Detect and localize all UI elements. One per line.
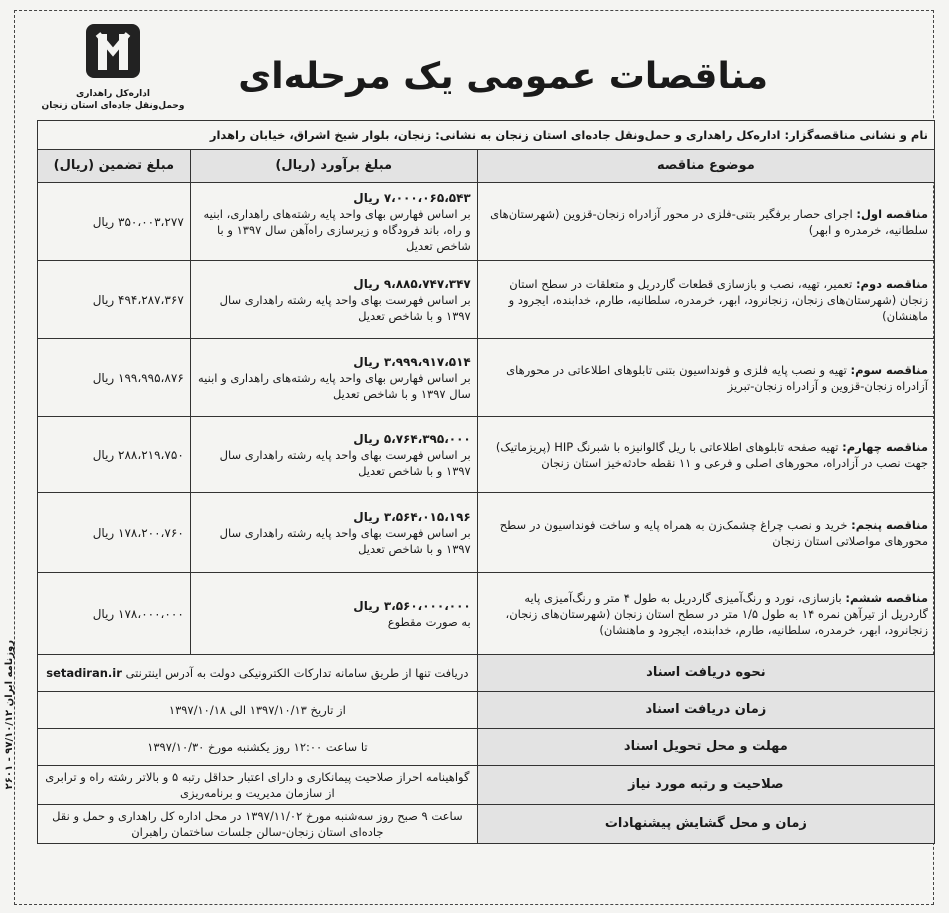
tender-subject: مناقصه سوم: تهیه و نصب پایه فلزی و فونداسیون بتنی تابلوهای اطلاعاتی در محورهای آزادراه زنجان-قزوین و آزادراه زنجان-تبریز [477,339,934,417]
header [28,18,928,118]
info-row-qualification [38,766,935,805]
tender-estimate: ۹،۸۸۵،۷۴۷،۳۴۷ ریال بر اساس فهرست بهای واحد پایه رشته راهداری سال ۱۳۹۷ و با شاخص تعدیل [190,261,477,339]
tender-guarantee: ۱۷۸،۰۰۰،۰۰۰ ریال [38,573,191,655]
info-label: مهلت و محل تحویل اسناد [477,729,934,766]
tender-estimate: ۳،۵۶۴،۰۱۵،۱۹۶ ریال بر اساس فهرست بهای واحد پایه رشته راهداری سال ۱۳۹۷ و با شاخص تعدیل [190,493,477,573]
website-link[interactable]: setadiran.ir [46,666,122,680]
tender-row [38,339,935,417]
column-subject: موضوع مناقصه [477,150,934,183]
column-guarantee: مبلغ تضمین (ریال) [38,150,191,183]
side-publication-note: روزنامه ایران ۹۷/۱۰/۱۲ - ۲۶۰۱ [4,640,15,790]
tender-guarantee: ۱۹۹،۹۹۵،۸۷۶ ریال [38,339,191,417]
info-label: زمان دریافت اسناد [477,692,934,729]
info-row-deadline [38,729,935,766]
tender-row [38,573,935,655]
info-value: تا ساعت ۱۲:۰۰ روز یکشنبه مورخ ۱۳۹۷/۱۰/۳۰ [38,729,478,766]
tender-estimate: ۳،۹۹۹،۹۱۷،۵۱۴ ریال بر اساس فهارس بهای واحد پایه رشته‌های راهداری و ابنیه سال ۱۳۹۷ و با شاخص تعدیل [190,339,477,417]
tender-subject: مناقصه اول: اجرای حصار برفگیر بتنی-فلزی در محور آزادراه زنجان-قزوین (شهرستان‌های سلطانیه، خرمدره و ابهر) [477,183,934,261]
info-row-opening [38,805,935,844]
info-value: از تاریخ ۱۳۹۷/۱۰/۱۳ الی ۱۳۹۷/۱۰/۱۸ [38,692,478,729]
organization-logo [68,24,158,82]
info-value: گواهینامه احراز صلاحیت پیمانکاری و دارای اعتبار حداقل رتبه ۵ و بالاتر رشته راه و ترابری از سازمان مدیریت و برنامه‌ریزی [38,766,478,805]
tender-subject: مناقصه ششم: بازسازی، نورد و رنگ‌آمیزی گاردریل به طول ۴ متر و رنگ‌آمیزی پایه گاردریل از تیرآهن نمره ۱۴ به طول ۱/۵ متر در سطح استان زنجان (شهرستان‌های زنجان، زنجانرود، ابهر، خرمدره، سلطانیه، طارم، خدابنده، ایجرود و ماهنشان) [477,573,934,655]
organizer-cell [38,121,935,150]
tender-estimate: ۷،۰۰۰،۰۶۵،۵۴۳ ریال بر اساس فهارس بهای واحد پایه رشته‌های راهداری، ابنیه و راه، باند فرودگاه و زیرسازی راه‌آهن سال ۱۳۹۷ و با شاخص تعدیل [190,183,477,261]
tender-guarantee: ۱۷۸،۲۰۰،۷۶۰ ریال [38,493,191,573]
info-label: نحوه دریافت اسناد [477,655,934,692]
organizer-row [38,121,935,150]
organizer-address: به نشانی: زنجان، بلوار شیخ اشراق، خیابان راهدار [209,128,492,142]
tender-subject: مناقصه پنجم: خرید و نصب چراغ چشمک‌زن به همراه پایه و ساخت فونداسیون در سطح محورهای مواصلاتی استان زنجان [477,493,934,573]
tender-subject: مناقصه دوم: تعمیر، تهیه، نصب و بازسازی قطعات گاردریل و متعلقات در سطح استان زنجان (شهرستان‌های زنجان، زنجانرود، ابهر، خرمدره، سلطانیه، طارم، خدابنده، ایجرود و ماهنشان) [477,261,934,339]
tender-row [38,493,935,573]
tender-estimate: ۵،۷۶۴،۳۹۵،۰۰۰ ریال بر اساس فهرست بهای واحد پایه رشته راهداری سال ۱۳۹۷ و با شاخص تعدیل [190,417,477,493]
tender-guarantee: ۲۸۸،۲۱۹،۷۵۰ ریال [38,417,191,493]
organizer-name: اداره‌کل راهداری و حمل‌ونقل جاده‌ای استان زنجان [495,128,781,142]
info-value: ساعت ۹ صبح روز سه‌شنبه مورخ ۱۳۹۷/۱۱/۰۲ در محل اداره کل راهداری و حمل و نقل جاده‌ای استان زنجان-سالن جلسات ساختمان راهبران [38,805,478,844]
table-header [38,150,935,183]
organizer-label: نام و نشانی مناقصه‌گزار: [784,128,928,142]
tender-subject: مناقصه چهارم: تهیه صفحه تابلوهای اطلاعاتی با ریل گالوانیزه با شبرنگ HIP (پریزماتیک) جهت نصب در آزادراه، محورهای اصلی و فرعی و ۱۱ نقطه حادثه‌خیز استان زنجان [477,417,934,493]
tender-table [37,120,935,844]
info-row-documents-time [38,692,935,729]
tender-row [38,183,935,261]
tender-row [38,417,935,493]
tender-guarantee: ۴۹۴،۲۸۷،۳۶۷ ریال [38,261,191,339]
info-label: صلاحیت و رتبه مورد نیاز [477,766,934,805]
info-label: زمان و محل گشایش پیشنهادات [477,805,934,844]
tender-row [38,261,935,339]
page-title: مناقصات عمومی یک مرحله‌ای [238,56,768,97]
tender-estimate: ۳،۵۶۰،۰۰۰،۰۰۰ ریال به صورت مقطوع [190,573,477,655]
tender-guarantee: ۳۵۰،۰۰۳،۲۷۷ ریال [38,183,191,261]
logo-caption: اداره‌کل راهداری وحمل‌ونقل جاده‌ای استان زنجان [41,89,185,111]
info-row-documents-method [38,655,935,692]
column-estimate: مبلغ برآورد (ریال) [190,150,477,183]
info-value: دریافت تنها از طریق سامانه تدارکات الکترونیکی دولت به آدرس اینترنتی setadiran.ir [38,655,478,692]
